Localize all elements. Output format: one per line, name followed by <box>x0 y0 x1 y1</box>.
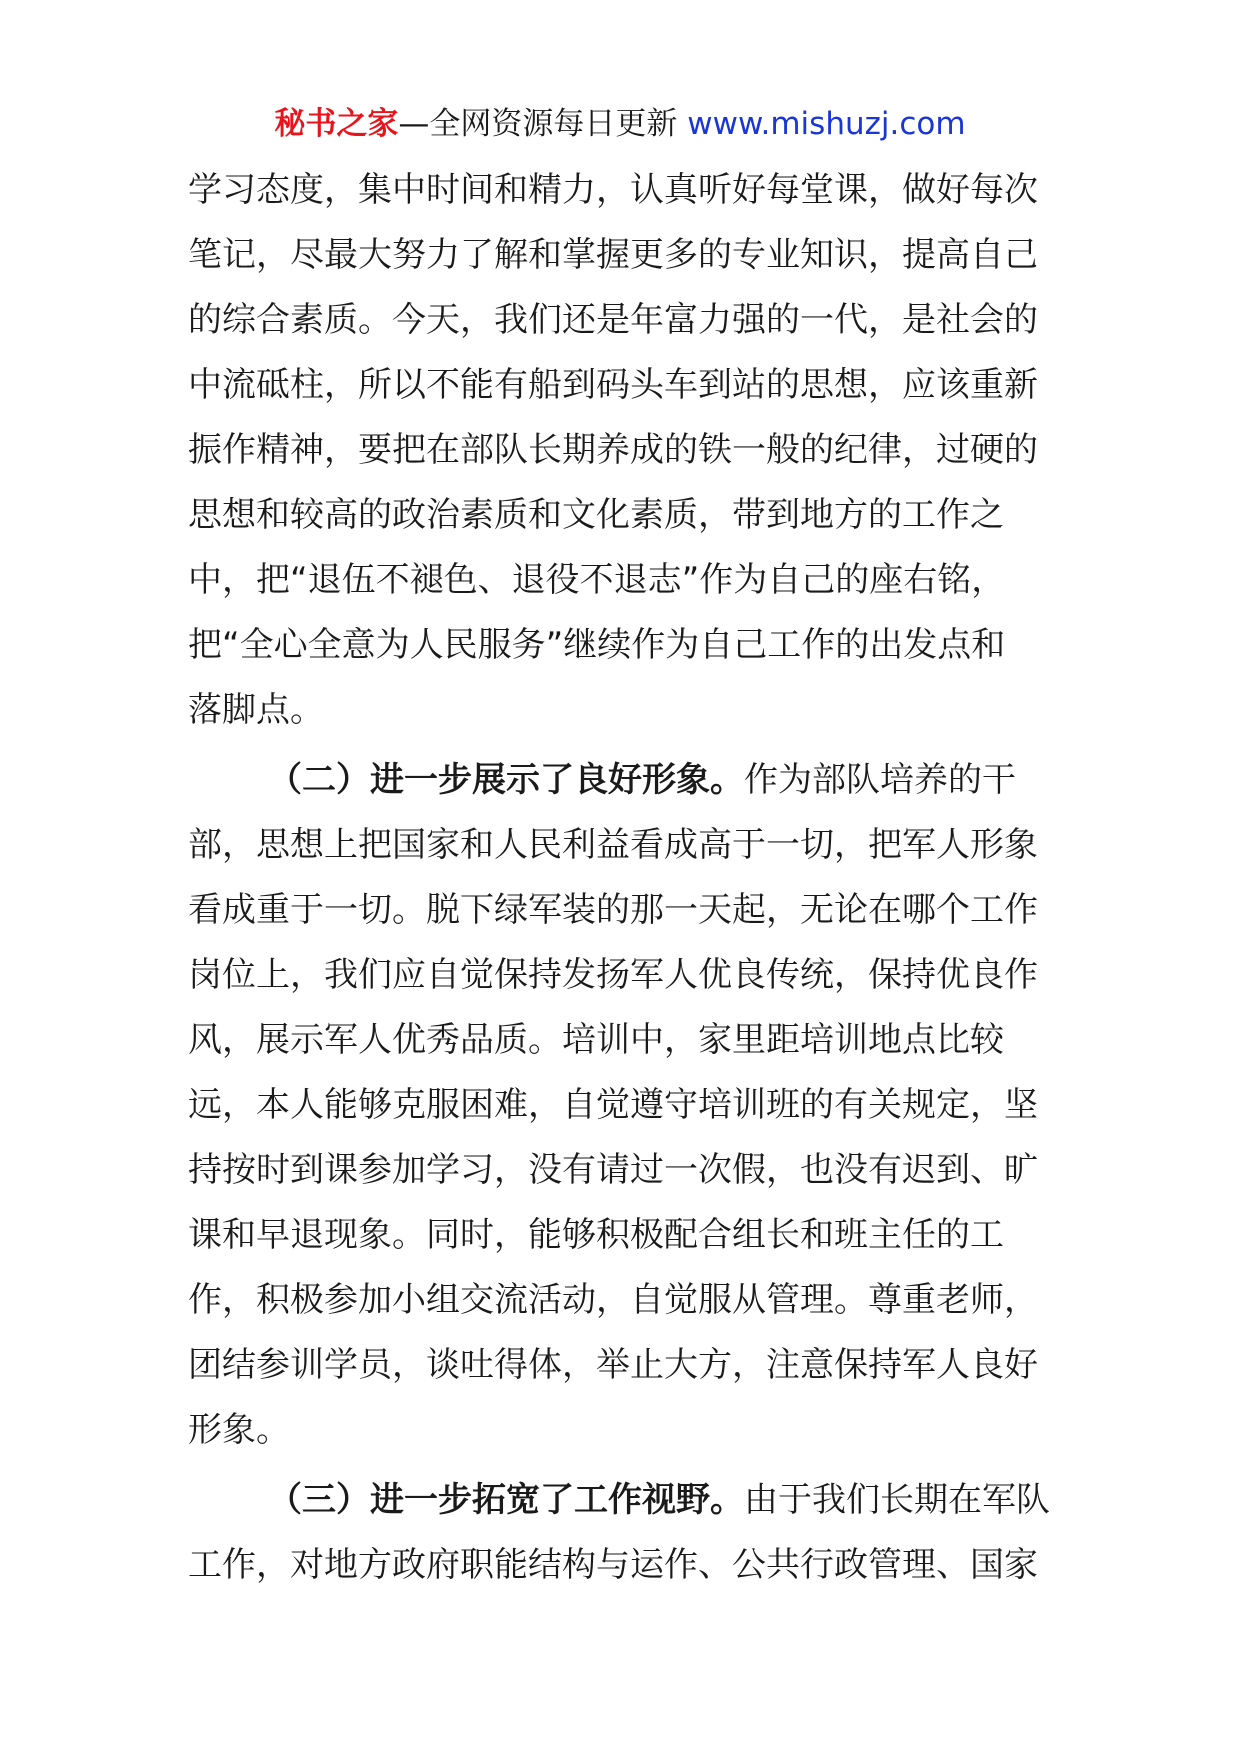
paragraph-2 <box>188 748 1058 1463</box>
heading-continuation: 作为部队培养的干 <box>744 760 1016 800</box>
site-header <box>0 104 1240 144</box>
text-line: 中，把“退伍不褪色、退役不退志”作为自己的座右铭， <box>188 560 1006 600</box>
text-line: 部，思想上把国家和人民利益看成高于一切，把军人形象 <box>188 825 1038 865</box>
text-line: 工作，对地方政府职能结构与运作、公共行政管理、国家 <box>188 1545 1038 1585</box>
text-line: 把“全心全意为人民服务”继续作为自己工作的出发点和 <box>188 625 1006 665</box>
text-line: 团结参训学员，谈吐得体，举止大方，注意保持军人良好 <box>188 1345 1038 1385</box>
document-body <box>188 158 1058 1598</box>
text-line: 形象。 <box>188 1410 290 1450</box>
text-line: 笔记，尽最大努力了解和掌握更多的专业知识，提高自己 <box>188 235 1038 275</box>
text-line: 持按时到课参加学习，没有请过一次假，也没有迟到、旷 <box>188 1150 1038 1190</box>
brand-name: 秘书之家 <box>274 106 399 142</box>
paragraph-3 <box>188 1468 1058 1598</box>
text-line: 看成重于一切。脱下绿军装的那一天起，无论在哪个工作 <box>188 890 1038 930</box>
section-heading: （二）进一步展示了良好形象。 <box>268 760 744 800</box>
paragraph-1 <box>188 158 1058 743</box>
text-line: 落脚点。 <box>188 690 324 730</box>
text-line: 中流砥柱，所以不能有船到码头车到站的思想，应该重新 <box>188 365 1038 405</box>
text-line: 的综合素质。今天，我们还是年富力强的一代，是社会的 <box>188 300 1038 340</box>
text-line: 作，积极参加小组交流活动，自觉服从管理。尊重老师， <box>188 1280 1038 1320</box>
section-heading-line <box>188 1468 1058 1533</box>
text-line: 学习态度，集中时间和精力，认真听好每堂课，做好每次 <box>188 170 1038 210</box>
section-heading-line <box>188 748 1058 813</box>
text-line: 岗位上，我们应自觉保持发扬军人优良传统，保持优良作 <box>188 955 1038 995</box>
text-line: 振作精神，要把在部队长期养成的铁一般的纪律，过硬的 <box>188 430 1038 470</box>
text-line: 课和早退现象。同时，能够积极配合组长和班主任的工 <box>188 1215 1004 1255</box>
site-url-link[interactable]: www.mishuzj.com <box>687 106 966 142</box>
header-tagline: —全网资源每日更新 <box>398 106 688 142</box>
text-line: 远，本人能够克服困难，自觉遵守培训班的有关规定，坚 <box>188 1085 1038 1125</box>
text-line: 风，展示军人优秀品质。培训中，家里距培训地点比较 <box>188 1020 1004 1060</box>
heading-continuation: 由于我们长期在军队 <box>744 1480 1050 1520</box>
text-line: 思想和较高的政治素质和文化素质，带到地方的工作之 <box>188 495 1004 535</box>
section-heading: （三）进一步拓宽了工作视野。 <box>268 1480 744 1520</box>
